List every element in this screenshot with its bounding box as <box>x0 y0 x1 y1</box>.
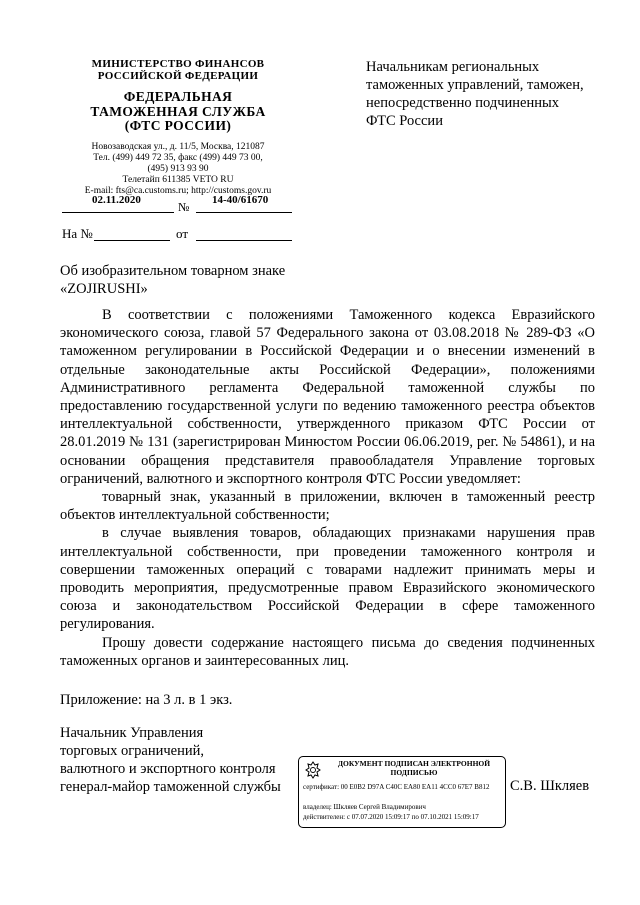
signer-position <box>60 724 300 796</box>
ref-label: На № <box>62 226 93 241</box>
sender-address: Новозаводская ул., д. 11/5, Москва, 121087 <box>91 141 265 152</box>
attachment-note: Приложение: на 3 л. в 1 экз. <box>60 692 233 708</box>
addressee: Начальникам региональных таможенных управлений, таможен, непосредственно подчиненных ФТС России <box>366 59 584 129</box>
body-paragraph-4: Прошу довести содержание настоящего письма до сведения подчиненных таможенных органов и заинтересованных лиц. <box>60 634 595 669</box>
sender-email: E-mail: fts@ca.customs.ru; http://customs.gov.ru <box>84 185 272 196</box>
letter-body <box>60 306 595 670</box>
from-label: от <box>176 226 189 241</box>
service-line-2: ТАМОЖЕННАЯ СЛУЖБА <box>90 103 266 119</box>
ministry-line-2: РОССИЙСКОЙ ФЕДЕРАЦИИ <box>97 70 259 82</box>
body-paragraph-3: в случае выявления товаров, обладающих признаками нарушения прав интеллектуальной собственности, при проведении таможенного контроля и совершении таможенных операций с товарами надлежит принимать меры и проводить мероприятия, предусмотренные правом Евразийского экономического союза и законодательством Российской Федерации в сфере таможенного регулирования. <box>60 525 595 633</box>
signer-line-1: Начальник Управления <box>60 725 204 741</box>
signer-line-4: генерал-майор таможенной службы <box>60 779 281 795</box>
e-signature-stamp <box>298 756 506 828</box>
service-line-3: (ФТС РОССИИ) <box>124 118 232 133</box>
sender-phones-2: (495) 913 93 90 <box>147 163 209 174</box>
body-paragraph-2: товарный знак, указанный в приложении, включен в таможенный реестр объектов интеллектуальной собственности; <box>60 489 595 524</box>
service-line-1: ФЕДЕРАЛЬНАЯ <box>123 89 233 104</box>
stamp-owner: владелец: Шкляев Сергей Владимирович <box>303 803 426 811</box>
subject: Об изобразительном товарном знаке «ZOJIRUSHI» <box>60 263 286 297</box>
signer-name: С.В. Шкляев <box>510 778 590 794</box>
ministry-line-1: МИНИСТЕРСТВО ФИНАНСОВ <box>91 58 265 70</box>
letter-number: 14-40/61670 <box>212 194 269 206</box>
number-sign: № <box>178 200 190 214</box>
signer-line-3: валютного и экспортного контроля <box>60 761 276 777</box>
from-underline <box>196 240 292 241</box>
stamp-title: ДОКУМЕНТ ПОДПИСАН ЭЛЕКТРОННОЙ ПОДПИСЬЮ <box>337 759 491 777</box>
number-underline <box>196 212 292 213</box>
letter-date: 02.11.2020 <box>92 194 141 206</box>
stamp-certificate: сертификат: 00 E0B2 D97A C40C EA80 EA11 4CC0 67E7 B812 <box>303 783 490 791</box>
coat-of-arms-icon <box>303 760 323 780</box>
sender-phones: Тел. (499) 449 72 35, факс (499) 449 73 00, <box>93 152 263 163</box>
body-paragraph-1: В соответствии с положениями Таможенного кодекса Евразийского экономического союза, главой 57 Федерального закона от 03.08.2018 № 289-ФЗ «О таможенном регулировании в Российской Федерации и о внесении изменений в отдельные законодательные акты Российской Федерации», положениями Административного регламента Федеральной таможенной службы по предоставлению государственной услуги по ведению таможенного реестра объектов интеллектуальной собственности, утвержденного приказом ФТС России от 28.01.2019 № 131 (зарегистрирован Минюстом России 06.06.2019, рег. № 54861), и на основании обращения представителя правообладателя Управление торговых ограничений, валютного и экспортного контроля ФТС России уведомляет: <box>60 307 595 487</box>
ref-underline <box>94 240 170 241</box>
sender-teletype: Телетайп 611385 VETO RU <box>122 174 234 185</box>
sender-header <box>54 58 302 197</box>
date-underline <box>62 212 174 213</box>
stamp-validity: действителен: с 07.07.2020 15:09:17 по 07.10.2021 15:09:17 <box>303 813 479 821</box>
signer-line-2: торговых ограничений, <box>60 743 204 759</box>
